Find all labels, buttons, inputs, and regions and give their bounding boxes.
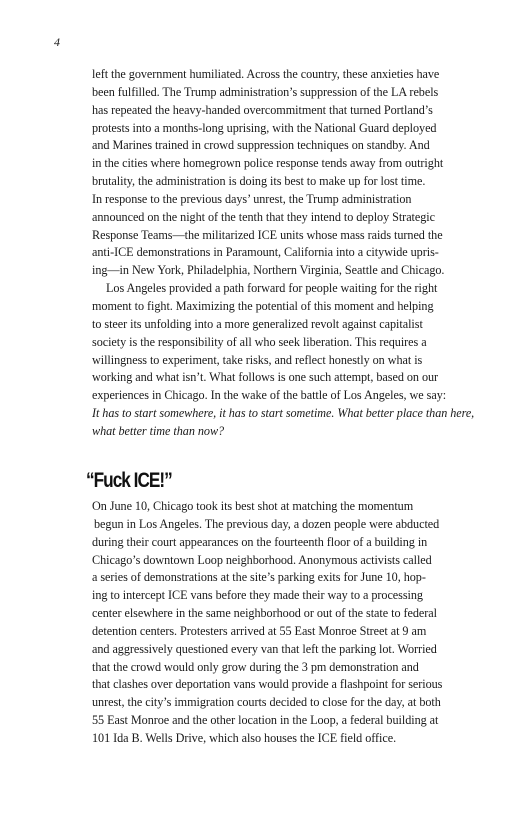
text-line: in the cities where homegrown police response tends away from outright bbox=[92, 156, 444, 171]
text-line: announced on the night of the tenth that they intend to deploy Strategic bbox=[92, 209, 435, 224]
text-line: Chicago’s downtown Loop neighborhood. Anonymous activists called bbox=[92, 552, 432, 567]
text-line: unrest, the city’s immigration courts decided to close for the day, at both bbox=[92, 695, 441, 710]
text-line: experiences in Chicago. In the wake of the battle of Los Angeles, we say: bbox=[92, 388, 447, 403]
section-heading: “Fuck ICE!” bbox=[86, 469, 172, 492]
italic-quote-line: It has to start somewhere, it has to start sometime. What better place than here, bbox=[92, 406, 475, 421]
text-line: 55 East Monroe and the other location in the Loop, a federal building at bbox=[92, 713, 439, 728]
text-line: anti-ICE demonstrations in Paramount, California into a citywide upris- bbox=[92, 245, 439, 260]
text-line: 101 Ida B. Wells Drive, which also houses the ICE field office. bbox=[92, 730, 397, 745]
page-number: 4 bbox=[54, 35, 60, 49]
text-line: center elsewhere in the same neighborhood or out of the state to federal bbox=[92, 606, 437, 621]
text-line: during their court appearances on the fourteenth floor of a building in bbox=[92, 534, 428, 549]
text-line: to steer its unfolding into a more generalized revolt against capitalist bbox=[92, 316, 423, 331]
text-line: and Marines trained in crowd suppression techniques on standby. And bbox=[92, 138, 430, 153]
text-line: a series of demonstrations at the site’s parking exits for June 10, hop- bbox=[92, 570, 426, 585]
text-line: that clashes over deportation vans would provide a flashpoint for serious bbox=[92, 677, 443, 692]
text-line: been fulfilled. The Trump administration’s suppression of the LA rebels bbox=[92, 84, 439, 99]
text-line: working and what isn’t. What follows is one such attempt, based on our bbox=[92, 370, 439, 385]
text-line: detention centers. Protesters arrived at 55 East Monroe Street at 9 am bbox=[92, 623, 427, 638]
text-line: In response to the previous days’ unrest, the Trump administration bbox=[92, 191, 412, 206]
text-line: ing to intercept ICE vans before they made their way to a processing bbox=[92, 588, 423, 603]
text-line: On June 10, Chicago took its best shot at matching the momentum bbox=[92, 499, 414, 513]
text-line: and aggressively questioned every van that left the parking lot. Worried bbox=[92, 641, 437, 656]
text-line: moment to fight. Maximizing the potential of this moment and helping bbox=[92, 298, 434, 313]
italic-quote-line: what better time than now? bbox=[92, 423, 225, 438]
text-line: has repeated the heavy-handed overcommitment that turned Portland’s bbox=[92, 102, 433, 117]
text-line: willingness to experiment, take risks, and reflect honestly on what is bbox=[92, 352, 423, 367]
text-line: left the government humiliated. Across the country, these anxieties have bbox=[92, 67, 440, 81]
text-line: society is the responsibility of all who seek liberation. This requires a bbox=[92, 334, 427, 349]
text-line: Response Teams—the militarized ICE units whose mass raids turned the bbox=[92, 227, 443, 242]
text-line: that the crowd would only grow during the 3 pm demonstration and bbox=[92, 659, 419, 674]
paragraph-first-line: Los Angeles provided a path forward for people waiting for the right bbox=[106, 281, 438, 296]
text-line: ing—in New York, Philadelphia, Northern Virginia, Seattle and Chicago. bbox=[92, 263, 445, 278]
text-line: brutality, the administration is doing its best to make up for lost time. bbox=[92, 174, 426, 189]
text-line: begun in Los Angeles. The previous day, a dozen people were abducted bbox=[94, 516, 440, 531]
section-text-block bbox=[92, 498, 442, 748]
intro-text-block bbox=[92, 66, 475, 441]
text-line: protests into a months-long uprising, with the National Guard deployed bbox=[92, 120, 437, 135]
